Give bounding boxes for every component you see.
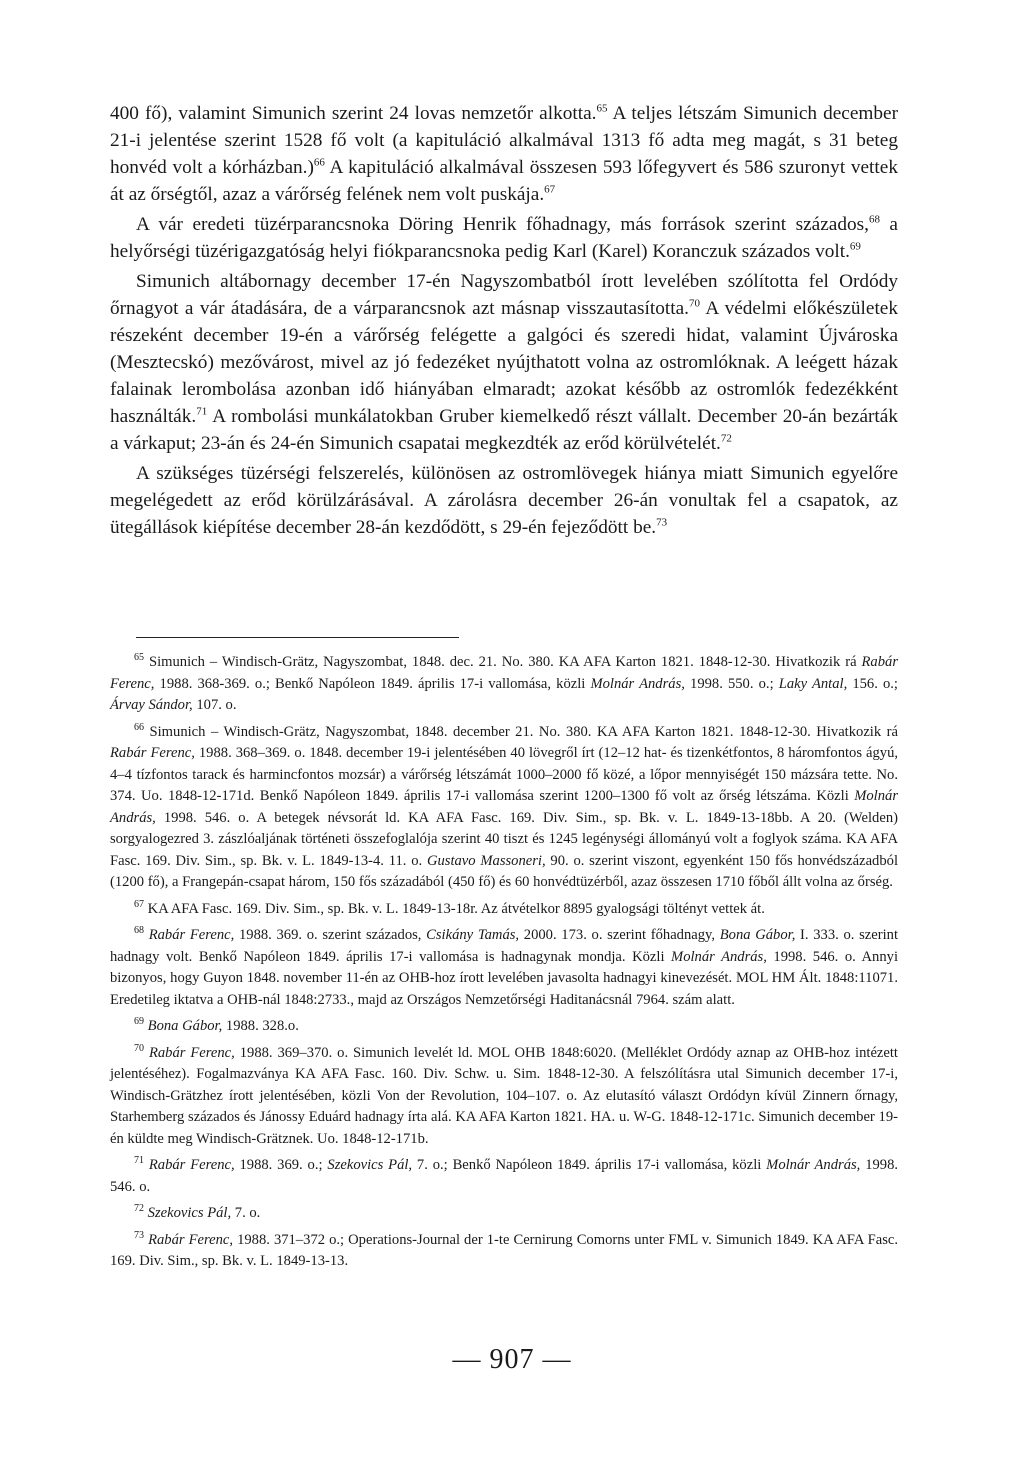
footnote-70: $^{70}$ Rabár Ferenc, 1988. 369–370. o. Simunich levelét ld. MOL OHB 1848:6020. (Melléklet Ordódy aznap az OHB-hoz intézett jelentéséhez). Fogalmazványa KA AFA Fasc. 160. Div. Schw. u. Sim. 1848-12-30. A felszólításra utal Simunich december 17-i, Windisch-Grätzhez írott jelentésében, közli Von der Revolution, 104–107. o. Az elutasító választ Ordódyn kívül Zinnern őrnagy, Starhemberg százados és Jánossy Eduárd hadnagy írta alá. KA AFA Karton 1821. HA. u. W-G. 1848-12-171c. Simunich december 19-én küldte meg Windisch-Grätznek. Uo. 1848-12-171b. [110,1042,898,1147]
footnote-ref-67[interactable]: 67 [544,183,556,196]
footnote-ref-70[interactable]: 70 [688,297,700,310]
footnote-66: $^{66}$ Simunich – Windisch-Grätz, Nagyszombat, 1848. december 21. No. 380. KA AFA Karton 1821. 1848-12-30. Hivatkozik rá Rabár Ferenc, 1988. 368–369. o. 1848. december 19-i jelentésében 40 lövegről írt (12–12 hat- és tizenkétfontos, 8 háromfontos ágyú, 4–4 tízfontos tarack és harmincfontos mozsár) a várőrség létszámát 1000–2000 fő közé, a lőpor mennyiségét 150 mázsára tette. No. 374. Uo. 1848-12-171d. Benkő Napóleon 1849. április 17-i vallomása szerint 1200–1300 fő volt az őrség létszáma. Közli Molnár András, 1998. 546. o. A betegek névsorát ld. KA AFA Fasc. 169. Div. Sim., sp. Bk. v. L. 1849-13-18bb. A 20. (Welden) sorgyalogezred 3. zászlóaljának történeti összefoglalója szerint 40 tiszt és 1245 legénységi állományú volt a foglyok száma. KA AFA Fasc. 169. Div. Sim., sp. Bk. v. L. 1849-13-4. 11. o. Gustavo Massoneri, 90. o. szerint viszont, egyenként 150 fős honvédszázadból (1200 fő), a Frangepán-csapat három, 150 fős századából (450 fő) és 60 honvédtüzérből, azaz összesen 1710 főből állt volna az őrség. [110,721,899,890]
footnote-72: $^{72}$ Szekovics Pál, 7. o. [134,1203,261,1221]
page-number: — 907 — [452,1344,572,1375]
footnote-73: $^{73}$ Rabár Ferenc, 1988. 371–372 o.; Operations-Journal der 1-te Cernirung Comorns unter FML v. Simunich 1849. KA AFA Fasc. 169. Div. Sim., sp. Bk. v. L. 1849-13-13. [110,1229,899,1269]
main-text [110,100,898,541]
footnote-ref-68[interactable]: 68 [868,213,880,226]
footnote-ref-69[interactable]: 69 [849,240,861,253]
footnote-67: $^{67}$ KA AFA Fasc. 169. Div. Sim., sp. Bk. v. L. 1849-13-18r. Az átvételkor 8895 gyalogsági töltényt vettek át. [134,898,765,917]
footnote-69: $^{69}$ Bona Gábor, 1988. 328.o. [134,1016,299,1034]
paragraph-3: Simunich altábornagy december 17-én Nagyszombatból írott levelében szólította fel Ordódy őrnagyot a vár átadására, de a várparancsnok azt másnap visszautasította.$^{70}$ A védelmi előkészületek részeként december 19-én a várőrség felégette a galgóci és szeredi hidat, valamint Újvároska (Mesztecskó) mezővárost, mivel az jó fedezéket nyújthatott volna az ostromlóknak. A leégett házak falainak lerombolása azonban idő hiányában elmaradt; azokat később az ostromlók fedezékként használták.$^{71}$ A rombolási munkálatokban Gruber kiemelkedő részt vállalt. December 20-án bezárták a várkaput; 23-án és 24-én Simunich csapatai megkezdték az erőd körülvételét.$^{72}$ [110,271,898,454]
footnote-68: $^{68}$ Rabár Ferenc, 1988. 369. o. szerint százados, Csikány Tamás, 2000. 173. o. szerint főhadnagy, Bona Gábor, I. 333. o. szerint hadnagy volt. Benkő Napóleon 1849. április 17-i vallomása is hadnagynak mondja. Közli Molnár András, 1998. 546. o. Annyi bizonyos, hogy Guyon 1848. november 11-én az OHB-hoz írott levelében javasolta hadnagyi kinevezését. MOL HM Ált. 1848:11071. Eredetileg iktatva a OHB-nál 1848:2733., majd az Országos Nemzetőrségi Haditanácsnál 7964. szám alatt. [110,925,899,1008]
footnote-ref-73[interactable]: 73 [656,516,668,529]
paragraph-4: A szükséges tüzérségi felszerelés, különösen az ostromlövegek hiánya miatt Simunich egyelőre megelégedett az erőd körülzárásával. A zárolásra december 26-án vonultak fel a csapatok, az ütegállások kiépítése december 28-án kezdődött, s 29-én fejeződött be.$^{73}$ [110,463,898,538]
footnote-ref-71[interactable]: 71 [196,405,208,418]
paragraph-1: 400 fő), valamint Simunich szerint 24 lovas nemzetőr alkotta.$^{65}$ A teljes létszám Simunich december 21-i jelentése szerint 1528 fő volt (a kapituláció alkalmával 1313 fő adta meg magát, s 31 beteg honvéd volt a kórházban.)$^{66}$ A kapituláció alkalmával összesen 593 lőfegyvert és 586 szuronyt vettek át az őrségtől, azaz a várőrség felének nem volt puskája.$^{67}$ [110,102,899,205]
footnote-65: $^{65}$ Simunich – Windisch-Grätz, Nagyszombat, 1848. dec. 21. No. 380. KA AFA Karton 1821. 1848-12-30. Hivatkozik rá Rabár Ferenc, 1988. 368-369. o.; Benkő Napóleon 1849. április 17-i vallomása, közli Molnár András, 1998. 550. o.; Laky Antal, 156. o.; Árvay Sándor, 107. o. [110,652,898,713]
footnote-ref-65[interactable]: 65 [596,102,608,115]
footnote-71: $^{71}$ Rabár Ferenc, 1988. 369. o.; Szekovics Pál, 7. o.; Benkő Napóleon 1849. április 17-i vallomása, közli Molnár András, 1998. 546. o. [110,1155,899,1195]
paragraph-2: A vár eredeti tüzérparancsnoka Döring Henrik főhadnagy, más források szerint százados,$^{68}$ a helyőrségi tüzérigazgatóság helyi fiókparancsnoka pedig Karl (Karel) Koranczuk százados volt.$^{69}$ [110,213,898,262]
footnote-separator [136,637,459,638]
footnote-ref-66[interactable]: 66 [313,156,325,169]
footnotes [110,652,898,1278]
footnote-ref-72[interactable]: 72 [720,432,732,445]
